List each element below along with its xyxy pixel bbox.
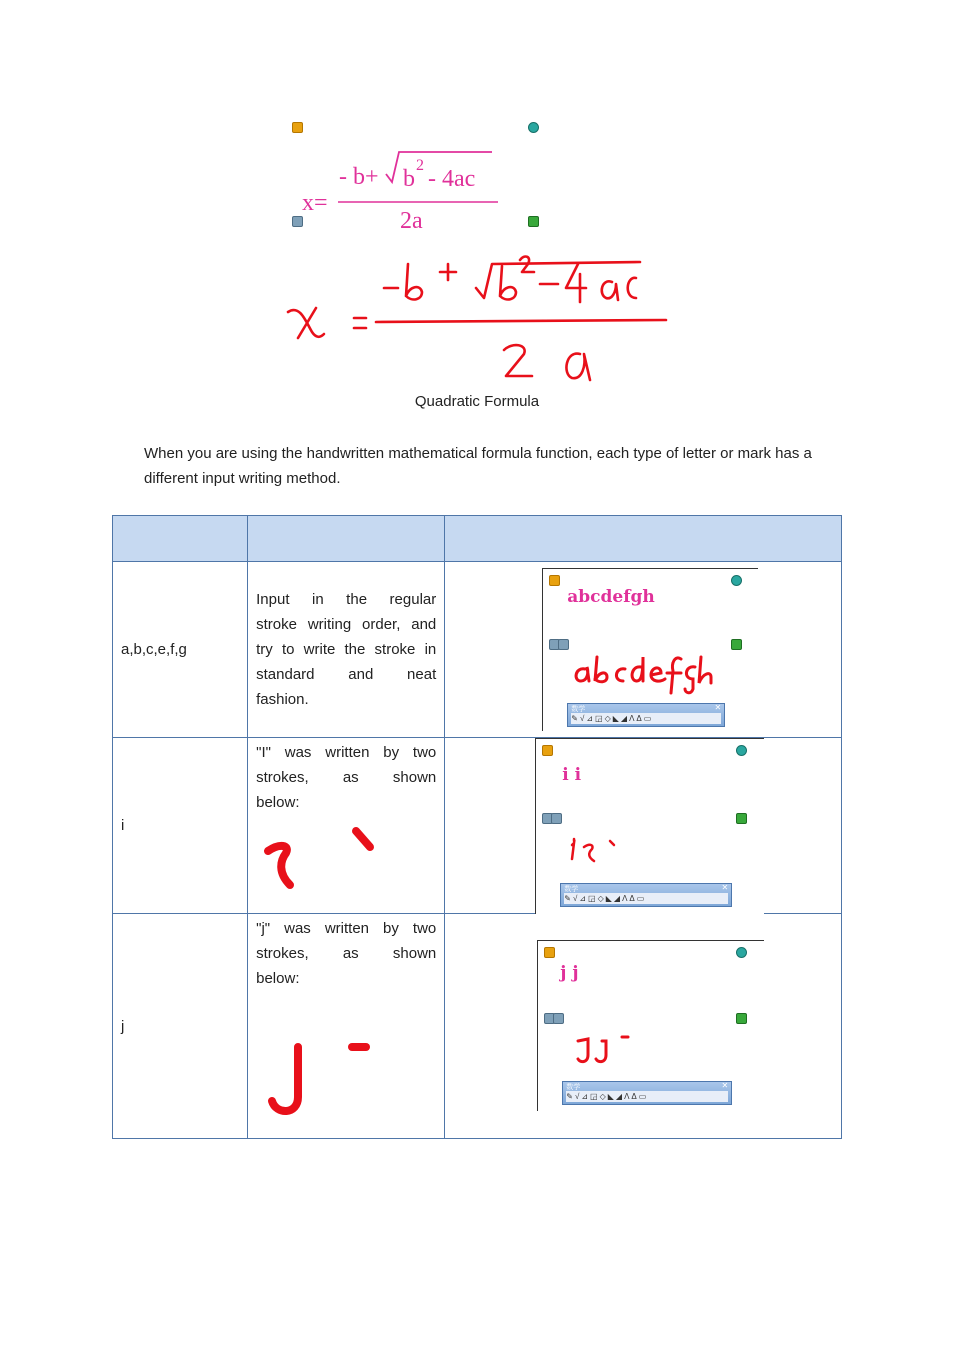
math-toolbar xyxy=(567,703,725,727)
description-line: strokes, as shown xyxy=(256,769,437,786)
recognized-text: j j xyxy=(560,963,579,983)
example-cell xyxy=(445,562,842,738)
description-line: "j" was written by two xyxy=(256,920,437,937)
description-line: standard and neat xyxy=(256,666,437,683)
edit-icon[interactable] xyxy=(551,813,562,824)
move-icon[interactable] xyxy=(549,575,560,586)
input-panel xyxy=(542,568,758,731)
copy-icon[interactable] xyxy=(736,745,747,756)
toolbar-tools[interactable]: ✎√⊿◲◇◣◢ΛΔ▭ xyxy=(571,713,721,724)
table-row xyxy=(113,914,842,1139)
formula-numerator-prefix: - b+ xyxy=(339,164,379,190)
description-line: "I" was written by two xyxy=(256,744,437,761)
stroke-example-i xyxy=(256,827,376,897)
intro-paragraph: When you are using the handwritten mathematical formula function, each type of letter or mark has a different input writing method. xyxy=(144,445,812,487)
copy-icon[interactable] xyxy=(731,575,742,586)
toolbar-title: 数学 xyxy=(564,886,579,893)
handwritten-formula xyxy=(280,242,680,392)
recognized-text: i i xyxy=(562,765,582,785)
formula-radicand-rest: - 4ac xyxy=(428,166,476,192)
math-toolbar xyxy=(560,883,732,907)
formula-radicand-b: b xyxy=(403,166,415,192)
description-cell xyxy=(248,914,445,1139)
recognized-text: abcdefgh xyxy=(567,587,655,607)
close-icon[interactable]: ✕ xyxy=(721,883,729,892)
close-icon[interactable]: ✕ xyxy=(714,703,722,712)
formula-lhs: x= xyxy=(302,190,328,216)
description-line: stroke writing order, and xyxy=(256,616,437,633)
letters-cell: i xyxy=(113,738,248,914)
move-icon[interactable] xyxy=(542,745,553,756)
input-panel xyxy=(535,738,764,914)
handwriting-sample xyxy=(571,651,721,695)
toolbar-tools[interactable]: ✎√⊿◲◇◣◢ΛΔ▭ xyxy=(564,893,728,904)
table-row xyxy=(113,562,842,738)
toolbar-title: 数学 xyxy=(571,706,586,713)
example-cell xyxy=(445,914,842,1139)
example-cell xyxy=(445,738,842,914)
formula-denominator: 2a xyxy=(400,208,423,234)
letters-cell: j xyxy=(113,914,248,1139)
handwriting-sample xyxy=(574,1033,644,1067)
toolbar-tools[interactable]: ✎√⊿◲◇◣◢ΛΔ▭ xyxy=(566,1091,728,1102)
header-cell xyxy=(445,516,842,562)
expand-icon[interactable] xyxy=(528,216,539,227)
letters-cell: a,b,c,e,f,g xyxy=(113,562,248,738)
description-line: Input in the regular xyxy=(256,591,437,608)
formula-figure xyxy=(280,112,680,392)
close-icon[interactable]: ✕ xyxy=(721,1081,729,1090)
table-row xyxy=(113,738,842,914)
description-line: try to write the stroke in xyxy=(256,641,437,658)
expand-icon[interactable] xyxy=(736,813,747,824)
expand-icon[interactable] xyxy=(736,1013,747,1024)
description-cell xyxy=(248,738,445,914)
edit-icon[interactable] xyxy=(558,639,569,650)
copy-icon[interactable] xyxy=(528,122,539,133)
edit-icon[interactable] xyxy=(553,1013,564,1024)
toolbar-title: 数学 xyxy=(566,1084,581,1091)
header-cell xyxy=(248,516,445,562)
typed-formula xyxy=(302,130,502,234)
figure-caption: Quadratic Formula xyxy=(414,393,540,410)
description-cell xyxy=(248,562,445,738)
stroke-example-j xyxy=(256,1027,376,1117)
move-icon[interactable] xyxy=(544,947,555,958)
description-line: strokes, as shown xyxy=(256,945,437,962)
handwriting-sample xyxy=(568,837,628,867)
stroke-guide-table xyxy=(112,515,842,1139)
math-toolbar xyxy=(562,1081,732,1105)
input-panel xyxy=(537,940,764,1111)
formula-exponent: 2 xyxy=(416,157,424,174)
header-cell xyxy=(113,516,248,562)
description-line: fashion. xyxy=(256,691,309,708)
description-line: below: xyxy=(256,794,300,811)
description-line: below: xyxy=(256,970,300,987)
copy-icon[interactable] xyxy=(736,947,747,958)
table-header-row xyxy=(113,516,842,562)
expand-icon[interactable] xyxy=(731,639,742,650)
